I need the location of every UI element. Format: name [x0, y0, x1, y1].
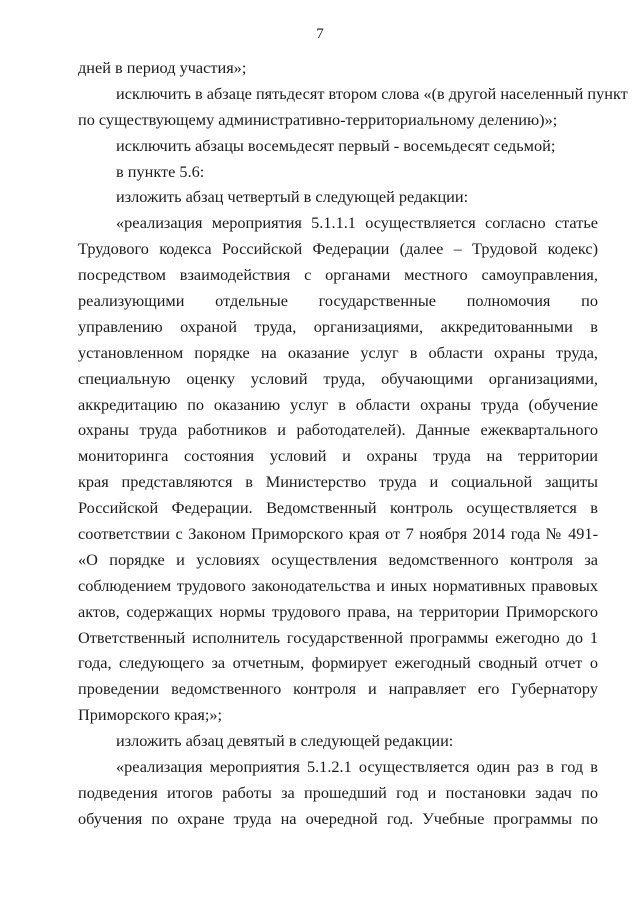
document-body	[78, 55, 628, 832]
text-line: соответствии с Законом Приморского края от 7 ноября 2014 года № 491-	[78, 524, 598, 544]
text-line: «реализация мероприятия 5.1.2.1 осуществляется один раз в год в	[116, 757, 598, 777]
text-line: обучения по охране труда на очередной год. Учебные программы по	[78, 808, 598, 828]
text-line: исключить абзацы восемьдесят первый - восемьдесят седьмой;	[116, 135, 556, 155]
text-line: установленном порядке на оказание услуг в области охраны труда,	[78, 342, 598, 362]
text-line: соблюдением трудового законодательства и иных нормативных правовых	[78, 575, 598, 595]
text-line: изложить абзац четвертый в следующей редакции:	[116, 187, 469, 207]
text-line: охраны труда работников и работодателей). Данные ежеквартального	[78, 420, 598, 440]
text-line: аккредитацию по оказанию услуг в области охраны труда (обучение	[78, 394, 598, 414]
text-line: подведения итогов работы за прошедший год и постановки задач по	[78, 782, 598, 802]
text-line: Ответственный исполнитель государственной программы ежегодно до 1	[78, 627, 598, 647]
text-line: в пункте 5.6:	[116, 161, 205, 181]
text-line: Трудового кодекса Российской Федерации (далее – Трудовой кодекс)	[78, 239, 598, 259]
text-line: дней в период участия»;	[78, 58, 247, 77]
text-line: актов, содержащих нормы трудового права, на территории Приморского	[78, 601, 598, 621]
text-line: по существующему административно-территориальному делению)»;	[78, 109, 558, 129]
text-line: мониторинга состояния условий и охраны труда на территории	[78, 446, 598, 466]
text-line: «О порядке и условиях осуществления ведомственного контроля за	[78, 549, 598, 569]
text-line: управлению охраной труда, организациями, аккредитованными в	[78, 316, 598, 336]
text-line: проведении ведомственного контроля и направляет его Губернатору	[78, 679, 598, 699]
page-number: 7	[316, 26, 324, 42]
text-line: края представляются в Министерство труда и социальной защиты	[78, 472, 598, 492]
text-line: Приморского края;»;	[78, 705, 223, 725]
text-line: реализующими отдельные государственные полномочия по	[78, 291, 598, 311]
text-line: посредством взаимодействия с органами местного самоуправления,	[78, 265, 598, 285]
text-line: Российской Федерации. Ведомственный контроль осуществляется в	[78, 498, 598, 518]
text-line: изложить абзац девятый в следующей редакции:	[116, 731, 454, 751]
text-line: исключить в абзаце пятьдесят втором слова «(в другой населенный пункт	[116, 83, 628, 103]
text-line: специальную оценку условий труда, обучающими организациями,	[78, 368, 598, 388]
text-line: года, следующего за отчетным, формирует ежегодный сводный отчет о	[78, 653, 598, 673]
text-line: «реализация мероприятия 5.1.1.1 осуществляется согласно статье	[116, 213, 598, 233]
